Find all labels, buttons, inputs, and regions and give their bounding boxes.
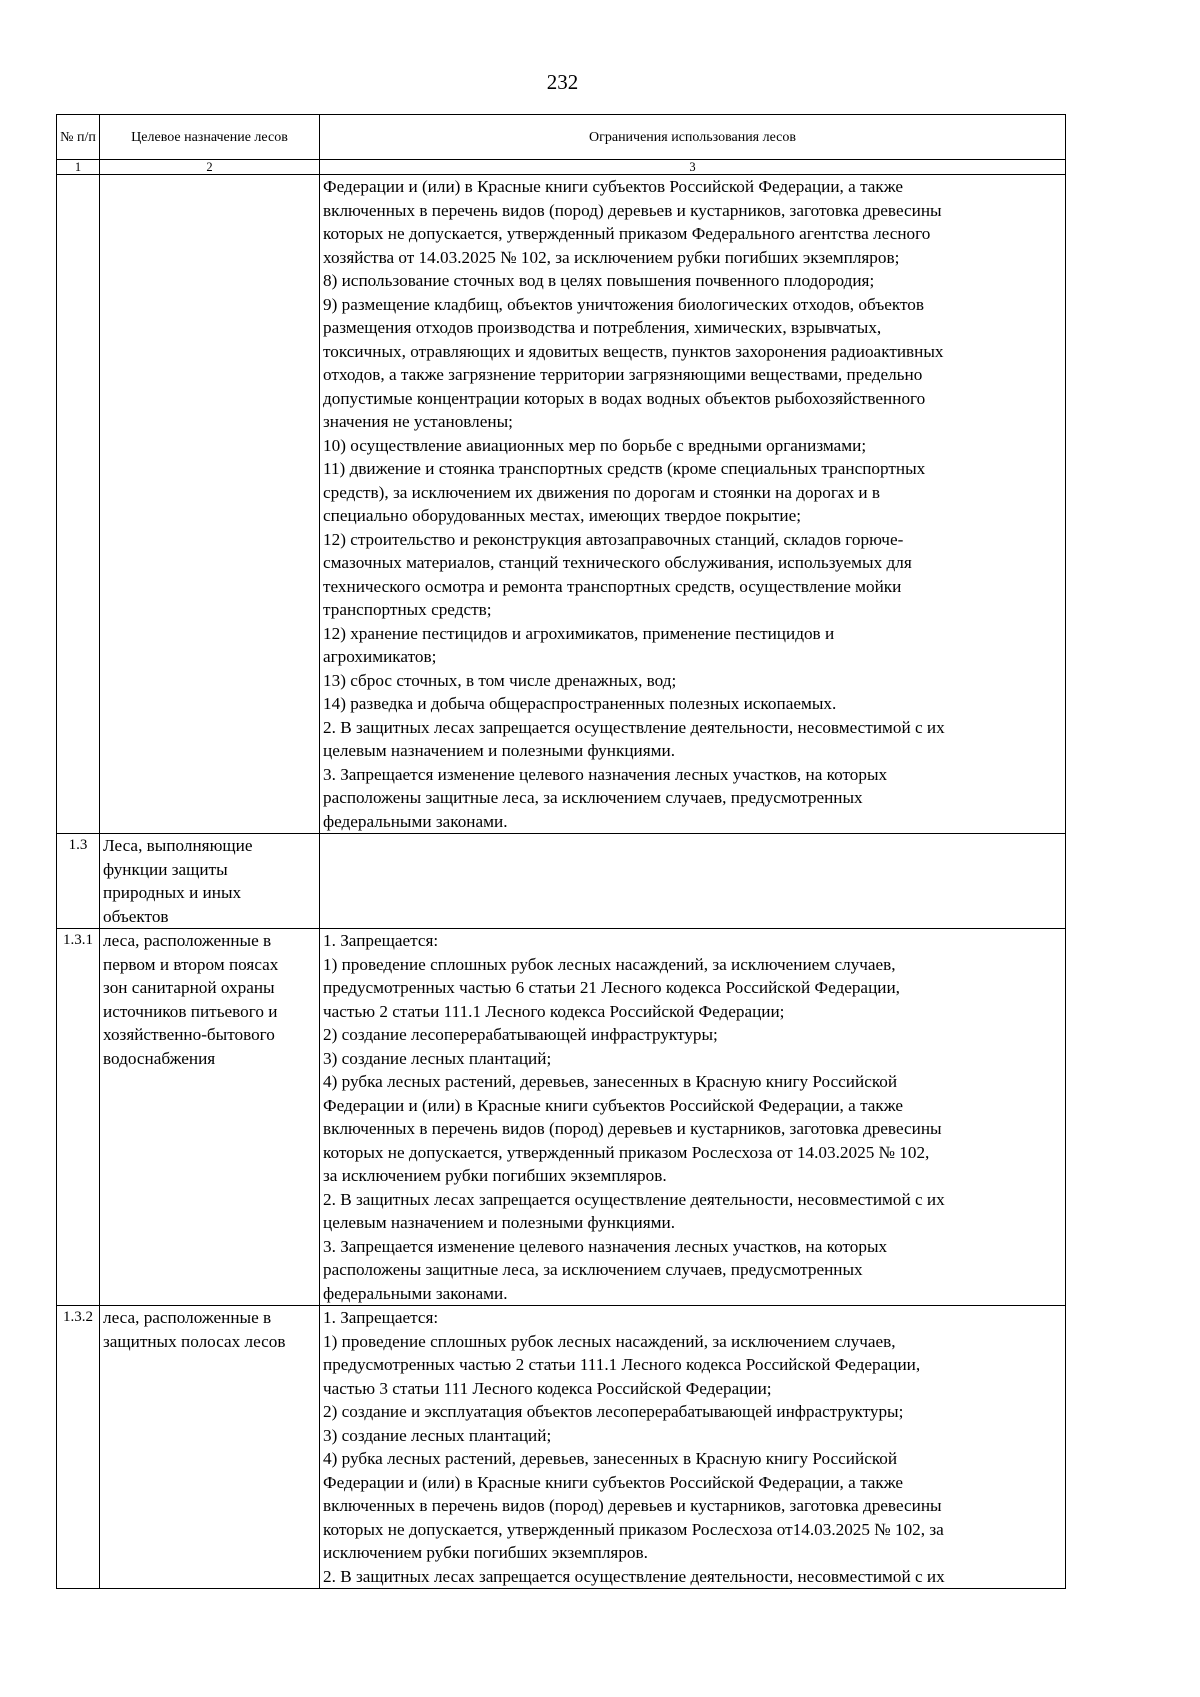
purpose-line: леса, расположенные в [103,1308,272,1327]
restriction-line: 3) создание лесных плантаций; [323,1048,552,1068]
restriction-line: смазочных материалов, станций технического обслуживания, используемых для [323,553,912,572]
restriction-line: хозяйства от 14.03.2025 № 102, за исключением рубки погибших экземпляров; [323,247,900,267]
restriction-line: 3) создание лесных плантаций; [323,1425,552,1445]
restriction-line: 12) хранение пестицидов и агрохимикатов, применение пестицидов и [323,623,835,643]
column-number: 3 [320,160,1066,175]
purpose-line: Леса, выполняющие [103,836,253,855]
restriction-line: 2) создание и эксплуатация объектов лесоперерабатывающей инфраструктуры; [323,1402,904,1421]
forest-purpose-cell [100,175,320,834]
purpose-line: леса, расположенные в [103,931,272,950]
restriction-line: 2) создание лесоперерабатывающей инфраструктуры; [323,1025,718,1044]
restriction-line: которых не допускается, утвержденный приказом Федерального агентства лесного [323,224,931,243]
restriction-line: расположены защитные леса, за исключением случаев, предусмотренных [323,788,863,807]
restriction-line: токсичных, отравляющих и ядовитых веществ, пунктов захоронения радиоактивных [323,341,944,361]
restriction-line: 8) использование сточных вод в целях повышения почвенного плодородия; [323,271,875,290]
purpose-line: хозяйственно-бытового [103,1025,275,1044]
restriction-line: 4) рубка лесных растений, деревьев, занесенных в Красную книгу Российской [323,1449,898,1468]
forest-purpose-cell [100,1306,320,1589]
row-number: 1.3.1 [57,929,100,1306]
purpose-line: защитных полосах лесов [103,1331,286,1351]
restriction-line: 13) сброс сточных, в том числе дренажных, вод; [323,670,677,690]
page-number: 232 [546,70,579,94]
restriction-line: 1. Запрещается: [323,1308,439,1327]
restriction-line: технического осмотра и ремонта транспортных средств, осуществление мойки [323,576,902,596]
purpose-line: источников питьевого и [103,1001,278,1021]
restriction-line: Федерации и (или) в Красные книги субъектов Российской Федерации, а также [323,1095,904,1115]
restriction-line: 12) строительство и реконструкция автозаправочных станций, складов горюче- [323,529,904,549]
restriction-line: исключением рубки погибших экземпляров. [323,1543,648,1562]
purpose-line: первом и втором поясах [103,954,279,974]
restriction-line: транспортных средств; [323,600,492,619]
row-number: 1.3.2 [57,1306,100,1589]
column-numbers-row [57,160,1066,175]
restrictions-cell [320,175,1066,834]
restriction-line: средств), за исключением их движения по дорогам и стоянки на дорогах и в [323,482,881,502]
restriction-line: 9) размещение кладбищ, объектов уничтожения биологических отходов, объектов [323,294,924,314]
restriction-line: агрохимикатов; [323,647,437,666]
restriction-line: включенных в перечень видов (пород) деревьев и кустарников, заготовка древесины [323,1496,942,1515]
table-row [57,1306,1066,1589]
restriction-line: 2. В защитных лесах запрещается осуществление деятельности, несовместимой с их [323,717,945,737]
restriction-line: которых не допускается, утвержденный приказом Рослесхоза от 14.03.2025 № 102, [323,1142,930,1162]
restriction-line: за исключением рубки погибших экземпляров. [323,1166,667,1185]
restriction-line: которых не допускается, утвержденный приказом Рослесхоза от14.03.2025 № 102, за [323,1519,944,1539]
column-number: 2 [100,160,320,175]
restriction-line: частью 2 статьи 111.1 Лесного кодекса Российской Федерации; [323,1001,785,1021]
restriction-line: Федерации и (или) в Красные книги субъектов Российской Федерации, а также [323,177,904,196]
restriction-line: 2. В защитных лесах запрещается осуществление деятельности, несовместимой с их [323,1189,945,1209]
restrictions-cell [320,1306,1066,1589]
restriction-line: включенных в перечень видов (пород) деревьев и кустарников, заготовка древесины [323,1119,942,1138]
row-number [57,175,100,834]
header-number: № п/п [57,115,100,160]
column-number: 1 [57,160,100,175]
forest-restrictions-table [56,114,1066,1589]
restriction-line: федеральными законами. [323,811,508,831]
restriction-line: 1) проведение сплошных рубок лесных насаждений, за исключением случаев, [323,1331,896,1351]
purpose-line: функции защиты [103,859,228,879]
restriction-line: 14) разведка и добыча общераспространенных полезных ископаемых. [323,694,837,713]
restriction-line: значения не установлены; [323,412,513,431]
restriction-line: предусмотренных частью 2 статьи 111.1 Лесного кодекса Российской Федерации, [323,1355,921,1374]
restriction-line: отходов, а также загрязнение территории загрязняющими веществами, предельно [323,365,923,384]
restriction-line: включенных в перечень видов (пород) деревьев и кустарников, заготовка древесины [323,200,942,220]
table-row [57,929,1066,1306]
restriction-line: специально оборудованных местах, имеющих твердое покрытие; [323,506,801,525]
table-row [57,175,1066,834]
purpose-line: водоснабжения [103,1048,216,1068]
restriction-line: 3. Запрещается изменение целевого назначения лесных участков, на которых [323,764,888,784]
forest-purpose-cell [100,929,320,1306]
row-number: 1.3 [57,834,100,929]
restriction-line: 1) проведение сплошных рубок лесных насаждений, за исключением случаев, [323,954,896,974]
restriction-line: 2. В защитных лесах запрещается осуществление деятельности, несовместимой с их [323,1566,945,1586]
table-row [57,834,1066,929]
header-restrictions: Ограничения использования лесов [320,115,1066,160]
header-purpose: Целевое назначение лесов [100,115,320,160]
forest-purpose-cell [100,834,320,929]
restrictions-cell [320,834,1066,929]
restriction-line: 11) движение и стоянка транспортных средств (кроме специальных транспортных [323,459,926,478]
restriction-line: допустимые концентрации которых в водах водных объектов рыбохозяйственного [323,388,926,408]
restriction-line: 4) рубка лесных растений, деревьев, занесенных в Красную книгу Российской [323,1072,898,1091]
restriction-line: размещения отходов производства и потребления, химических, взрывчатых, [323,318,882,337]
table-header-row [57,115,1066,160]
purpose-line: объектов [103,906,169,926]
restriction-line: Федерации и (или) в Красные книги субъектов Российской Федерации, а также [323,1472,904,1492]
restriction-line: целевым назначением и полезными функциями. [323,1213,675,1232]
restrictions-cell [320,929,1066,1306]
restriction-line: 10) осуществление авиационных мер по борьбе с вредными организмами; [323,435,867,455]
restriction-line: предусмотренных частью 6 статьи 21 Лесного кодекса Российской Федерации, [323,978,900,997]
restriction-line: расположены защитные леса, за исключением случаев, предусмотренных [323,1260,863,1279]
purpose-line: зон санитарной охраны [103,978,275,997]
restriction-line: 3. Запрещается изменение целевого назначения лесных участков, на которых [323,1236,888,1256]
restriction-line: федеральными законами. [323,1283,508,1303]
restriction-line: целевым назначением и полезными функциями. [323,741,675,760]
restriction-line: 1. Запрещается: [323,931,439,950]
purpose-line: природных и иных [103,883,242,902]
restriction-line: частью 3 статьи 111 Лесного кодекса Российской Федерации; [323,1378,772,1398]
